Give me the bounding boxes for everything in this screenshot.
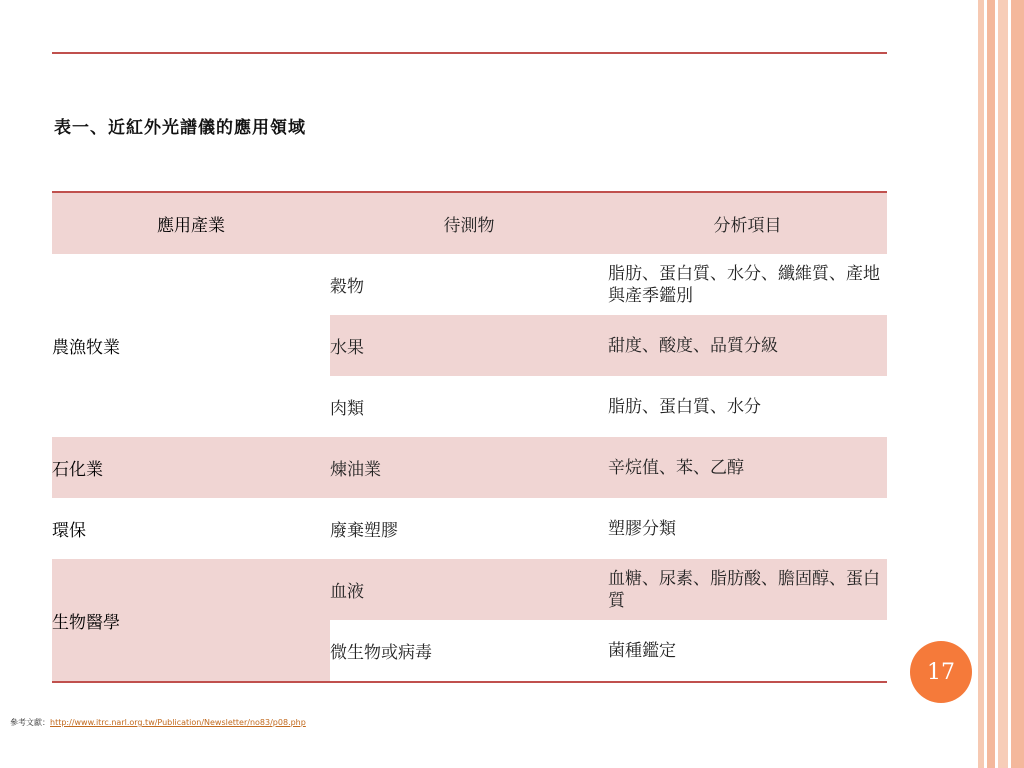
sample-cell: 微生物或病毒 [330,620,608,682]
analysis-cell: 塑膠分類 [608,518,676,539]
category-cell: 農漁牧業 [52,254,330,437]
table-header-row [52,192,887,254]
analysis-cell: 甜度、酸度、品質分級 [608,315,887,376]
table-row [52,437,887,498]
analysis-cell: 菌種鑑定 [608,620,887,682]
slide-title: 表一、近紅外光譜儀的應用領域 [54,118,306,138]
header-analysis: 分析項目 [713,216,782,236]
category-cell: 石化業 [52,460,103,480]
table-row [52,254,887,315]
reference-link[interactable]: http://www.itrc.narl.org.tw/Publication/Newsletter/no83/p08.php [50,718,306,727]
reference-label: 參考文獻： [10,718,50,727]
category-cell: 環保 [52,521,86,541]
sample-cell: 煉油業 [330,460,381,480]
header-industry: 應用產業 [157,216,225,236]
sample-cell: 穀物 [330,254,608,315]
table-row [52,559,887,620]
page-number: 17 [927,659,955,685]
category-cell: 生物醫學 [52,559,330,682]
header-sample: 待測物 [443,216,495,236]
sample-cell: 肉類 [330,376,608,437]
analysis-cell: 血糖、尿素、脂肪酸、膽固醇、蛋白質 [608,559,887,620]
page-number-badge [910,641,972,703]
sample-cell: 水果 [330,315,608,376]
sample-cell: 廢棄塑膠 [330,521,398,541]
analysis-cell: 辛烷值、苯、乙醇 [608,457,744,478]
top-divider [52,52,887,54]
analysis-cell: 脂肪、蛋白質、水分 [608,376,887,437]
reference-note [10,717,306,728]
analysis-cell: 脂肪、蛋白質、水分、纖維質、產地與產季鑑別 [608,254,887,315]
table-row [52,498,887,559]
sample-cell: 血液 [330,559,608,620]
decorative-side-stripes [978,0,1024,768]
application-table [52,191,887,683]
